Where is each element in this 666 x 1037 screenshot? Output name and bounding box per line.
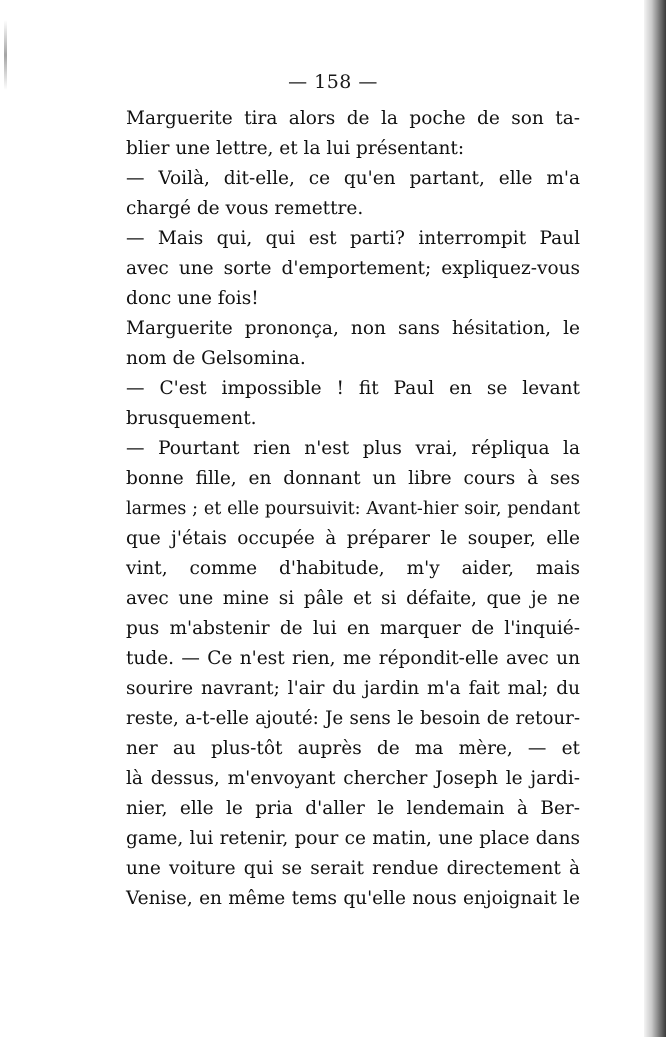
text-line: larmes ; et elle poursuivit: Avant-hier soir, pendant [126,499,580,519]
text-line: bonne fille, en donnant un libre cours à ses [126,468,580,489]
text-line: — Pourtant rien n'est plus vrai, répliqua la [126,438,580,459]
text-line: reste, a-t-elle ajouté: Je sens le besoin de retour- [126,708,580,729]
page-binding-shadow [644,0,666,1037]
text-line: Marguerite prononça, non sans hésitation, le [126,318,580,339]
text-line: que j'étais occupée à préparer le souper, elle [126,528,580,549]
text-line: une voiture qui se serait rendue directement à [126,858,580,879]
text-line: blier une lettre, et la lui présentant: [126,138,465,159]
text-line: avec une mine si pâle et si défaite, que je ne [126,588,580,609]
text-line: avec une sorte d'emportement; expliquez-vous [126,258,580,279]
text-line: sourire navrant; l'air du jardin m'a fait mal; du [126,678,580,699]
text-line: — Mais qui, qui est parti? interrompit Paul [126,228,580,249]
text-line: — C'est impossible ! fit Paul en se levant [126,378,580,399]
text-line: pus m'abstenir de lui en marquer de l'inquié- [126,618,580,639]
page-number: — 158 — [288,71,378,93]
text-line: Marguerite tira alors de la poche de son ta- [126,108,580,129]
text-line: ner au plus-tôt auprès de ma mère, — et [126,738,580,759]
text-line: vint, comme d'habitude, m'y aider, mais [126,558,580,579]
text-line: là dessus, m'envoyant chercher Joseph le jardi- [126,768,580,789]
text-line: — Voilà, dit-elle, ce qu'en partant, elle m'a [126,168,580,189]
text-line: Venise, en même tems qu'elle nous enjoignait le [126,888,580,909]
text-line: nom de Gelsomina. [126,348,306,369]
text-line: nier, elle le pria d'aller le lendemain à Ber- [126,798,580,819]
text-line: donc une fois! [126,288,259,309]
text-line: tude. — Ce n'est rien, me répondit-elle avec un [126,648,580,669]
text-line: game, lui retenir, pour ce matin, une place dans [126,828,580,849]
text-line: chargé de vous remettre. [126,198,364,219]
text-line: brusquement. [126,408,257,429]
body-text [126,104,580,914]
